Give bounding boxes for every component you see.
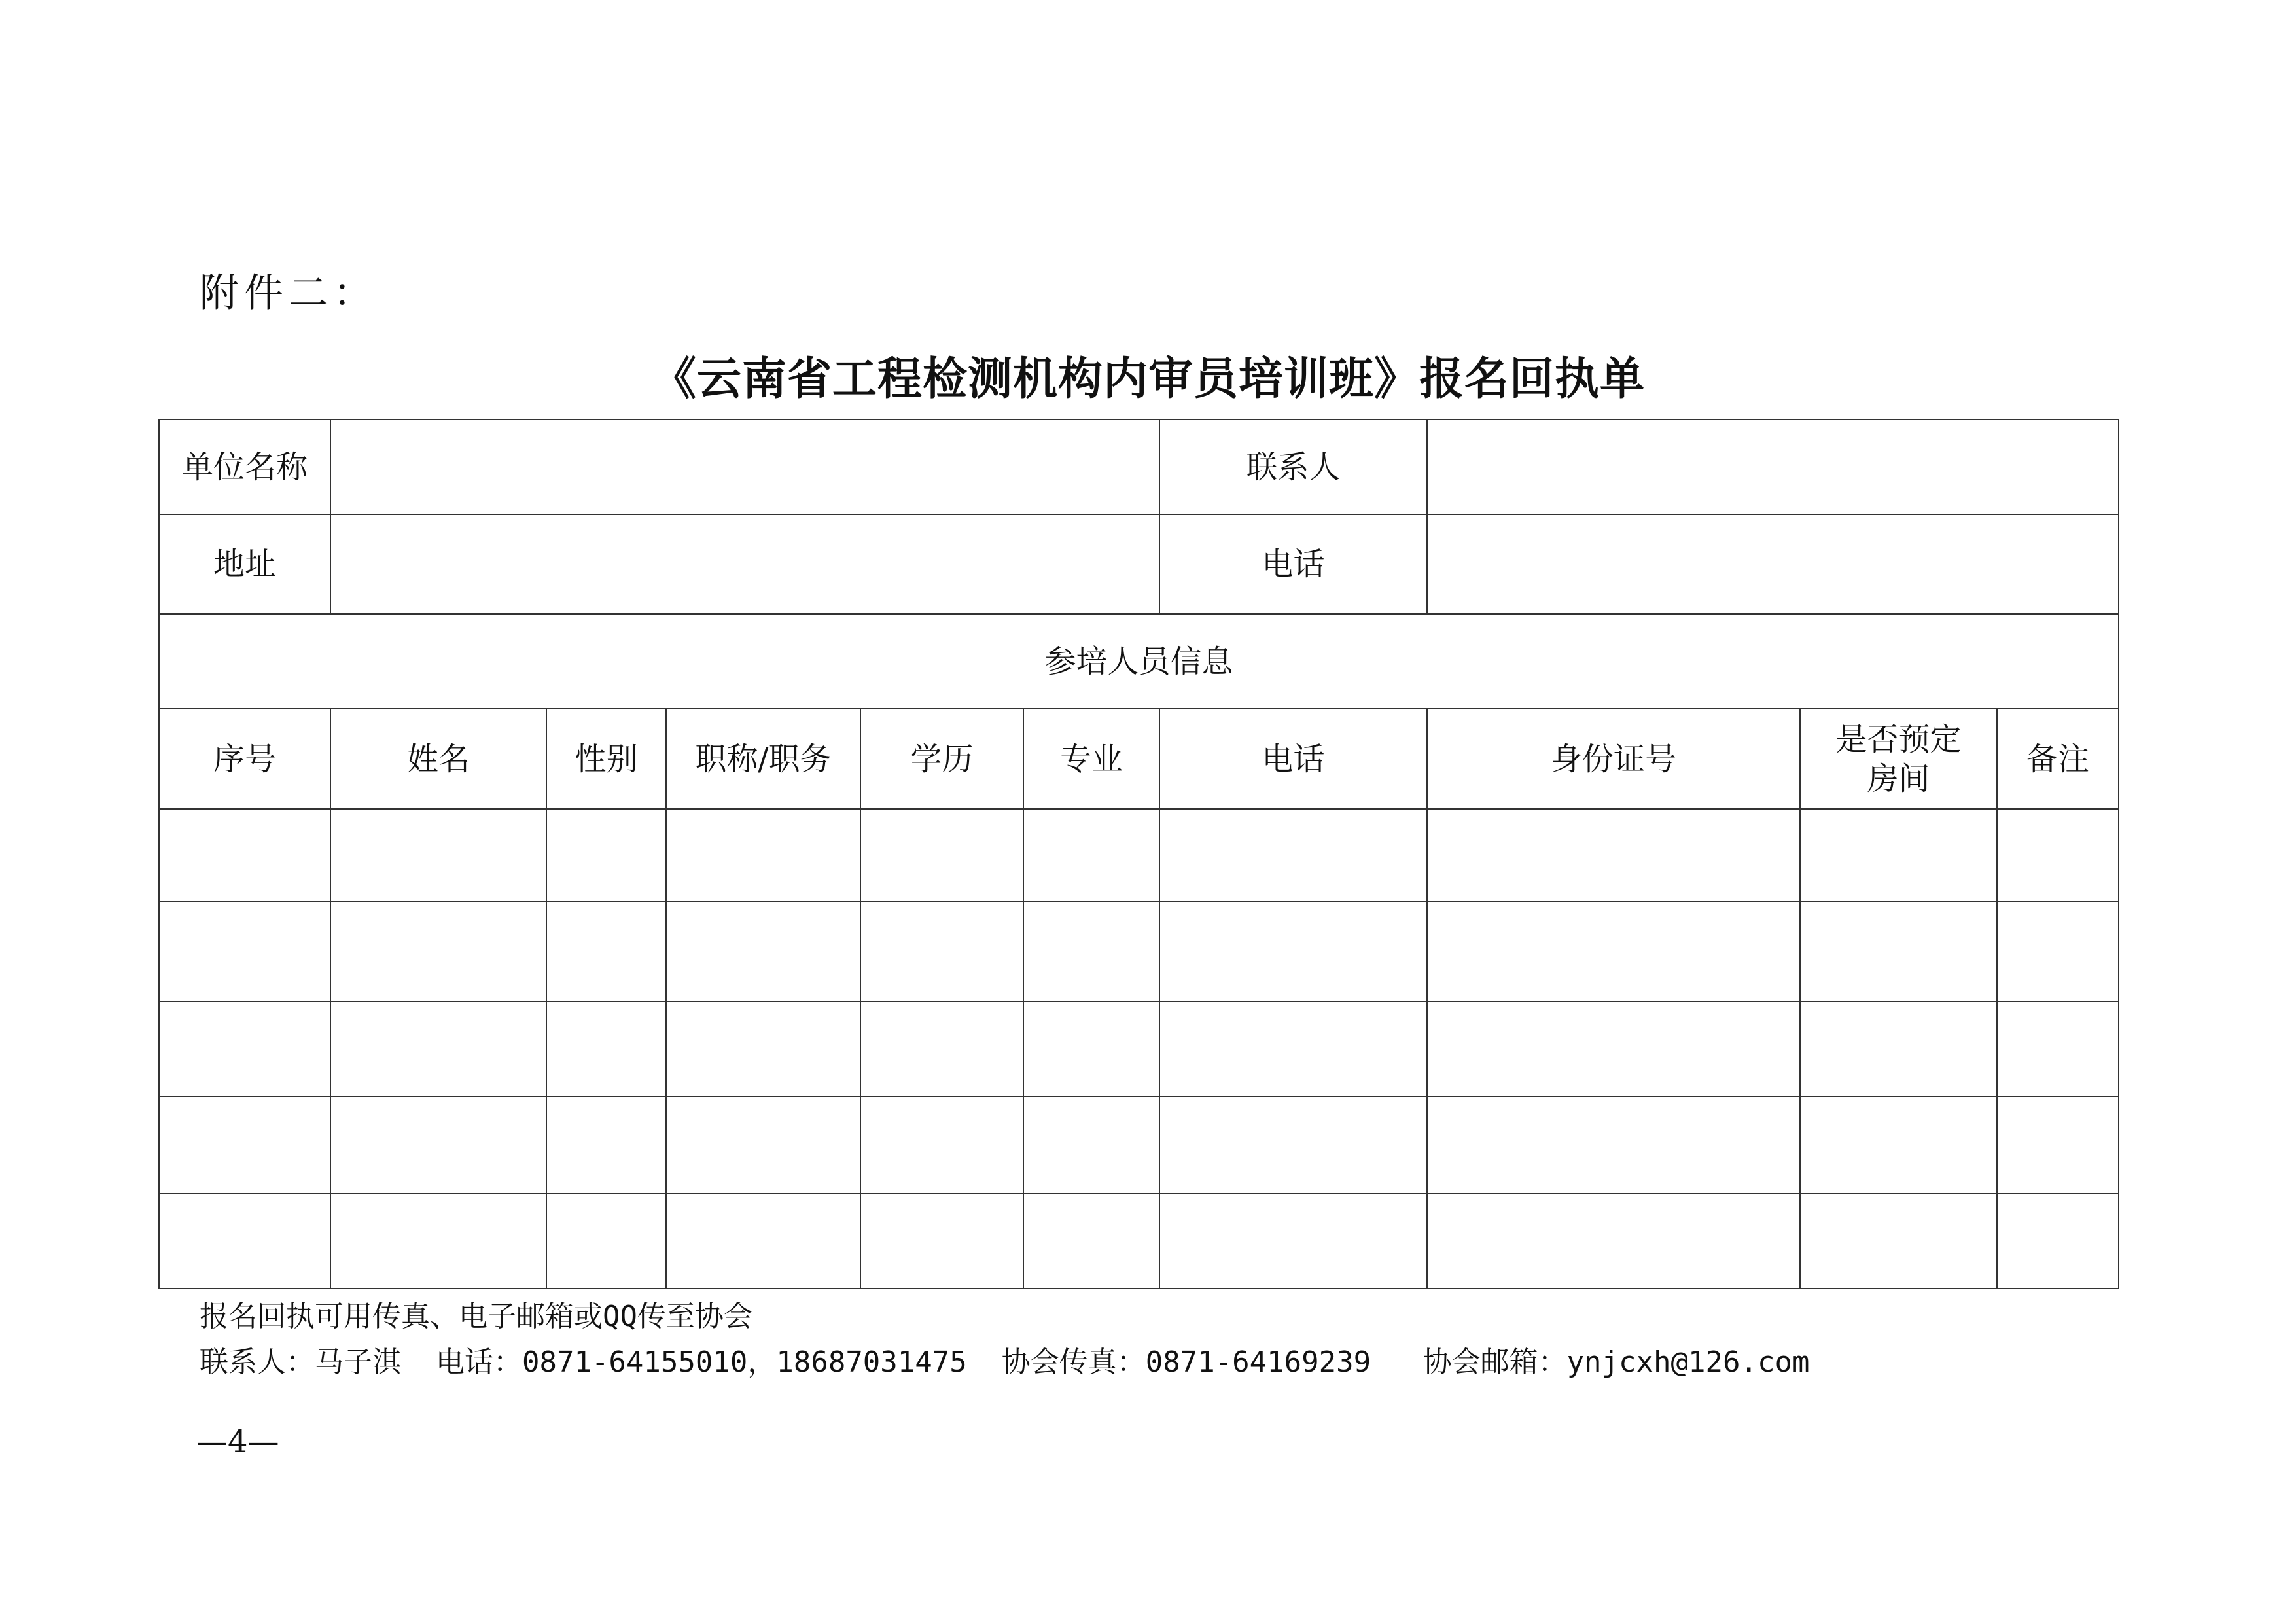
page-number: —4—	[196, 1423, 279, 1460]
table-cell[interactable]	[330, 1194, 546, 1289]
unit-row	[159, 419, 2119, 514]
col-header-remarks: 备注	[1997, 709, 2119, 809]
table-cell[interactable]	[666, 902, 860, 1001]
table-cell[interactable]	[1997, 1001, 2119, 1096]
table-row	[159, 809, 2119, 902]
table-cell[interactable]	[1997, 1194, 2119, 1289]
table-cell[interactable]	[159, 1096, 330, 1194]
col-header-gender: 性别	[546, 709, 666, 809]
table-cell[interactable]	[666, 1001, 860, 1096]
table-cell[interactable]	[860, 1001, 1023, 1096]
table-cell[interactable]	[1997, 809, 2119, 902]
unit-name-field[interactable]	[330, 419, 1159, 514]
table-cell[interactable]	[1427, 1001, 1800, 1096]
table-cell[interactable]	[1800, 902, 1997, 1001]
col-header-index: 序号	[159, 709, 330, 809]
table-cell[interactable]	[546, 1096, 666, 1194]
table-cell[interactable]	[546, 1001, 666, 1096]
table-cell[interactable]	[1023, 809, 1159, 902]
section-heading: 参培人员信息	[159, 614, 2119, 709]
table-cell[interactable]	[1427, 902, 1800, 1001]
table-cell[interactable]	[159, 1001, 330, 1096]
registration-form-table	[158, 419, 2119, 1289]
table-cell[interactable]	[1427, 1194, 1800, 1289]
table-row	[159, 1194, 2119, 1289]
table-cell[interactable]	[330, 1096, 546, 1194]
table-cell[interactable]	[1159, 1001, 1427, 1096]
table-cell[interactable]	[546, 902, 666, 1001]
section-heading-row	[159, 614, 2119, 709]
table-row	[159, 1001, 2119, 1096]
table-cell[interactable]	[860, 809, 1023, 902]
address-row	[159, 514, 2119, 614]
table-cell[interactable]	[1800, 1194, 1997, 1289]
table-cell[interactable]	[330, 902, 546, 1001]
table-cell[interactable]	[860, 1194, 1023, 1289]
table-cell[interactable]	[1159, 1096, 1427, 1194]
table-cell[interactable]	[1023, 902, 1159, 1001]
table-cell[interactable]	[1023, 1194, 1159, 1289]
address-label: 地址	[159, 514, 330, 614]
submission-note: 报名回执可用传真、电子邮箱或QQ传至协会	[200, 1300, 752, 1333]
contact-label: 联系人	[1159, 419, 1427, 514]
table-cell[interactable]	[1159, 809, 1427, 902]
table-cell[interactable]	[1023, 1096, 1159, 1194]
col-header-id-number: 身份证号	[1427, 709, 1800, 809]
table-cell[interactable]	[159, 902, 330, 1001]
address-field[interactable]	[330, 514, 1159, 614]
table-cell[interactable]	[860, 1096, 1023, 1194]
table-cell[interactable]	[546, 809, 666, 902]
table-cell[interactable]	[330, 1001, 546, 1096]
table-cell[interactable]	[1427, 809, 1800, 902]
table-cell[interactable]	[1023, 1001, 1159, 1096]
table-cell[interactable]	[860, 902, 1023, 1001]
table-cell[interactable]	[159, 1194, 330, 1289]
phone-label: 电话	[1159, 514, 1427, 614]
table-cell[interactable]	[666, 809, 860, 902]
col-header-room-booking: 是否预定房间	[1800, 709, 1997, 809]
table-cell[interactable]	[1800, 809, 1997, 902]
table-cell[interactable]	[330, 809, 546, 902]
table-cell[interactable]	[1159, 902, 1427, 1001]
table-cell[interactable]	[666, 1096, 860, 1194]
contact-info-note: 联系人：马子淇 电话：0871-64155010，18687031475 协会传真：0871-64169239 协会邮箱：ynjcxh@126.com	[200, 1346, 1810, 1379]
table-cell[interactable]	[1427, 1096, 1800, 1194]
table-cell[interactable]	[1159, 1194, 1427, 1289]
column-header-row	[159, 709, 2119, 809]
unit-name-label: 单位名称	[159, 419, 330, 514]
table-cell[interactable]	[1800, 1001, 1997, 1096]
table-row	[159, 1096, 2119, 1194]
attachment-label: 附件二：	[200, 270, 378, 316]
phone-field[interactable]	[1427, 514, 2119, 614]
table-cell[interactable]	[546, 1194, 666, 1289]
col-header-education: 学历	[860, 709, 1023, 809]
col-header-title-position: 职称/职务	[666, 709, 860, 809]
table-cell[interactable]	[1997, 1096, 2119, 1194]
table-cell[interactable]	[1800, 1096, 1997, 1194]
table-row	[159, 902, 2119, 1001]
table-cell[interactable]	[159, 809, 330, 902]
form-title: 《云南省工程检测机构内审员培训班》报名回执单	[651, 353, 1645, 405]
col-header-phone: 电话	[1159, 709, 1427, 809]
table-cell[interactable]	[1997, 902, 2119, 1001]
table-cell[interactable]	[666, 1194, 860, 1289]
col-header-major: 专业	[1023, 709, 1159, 809]
contact-field[interactable]	[1427, 419, 2119, 514]
col-header-name: 姓名	[330, 709, 546, 809]
